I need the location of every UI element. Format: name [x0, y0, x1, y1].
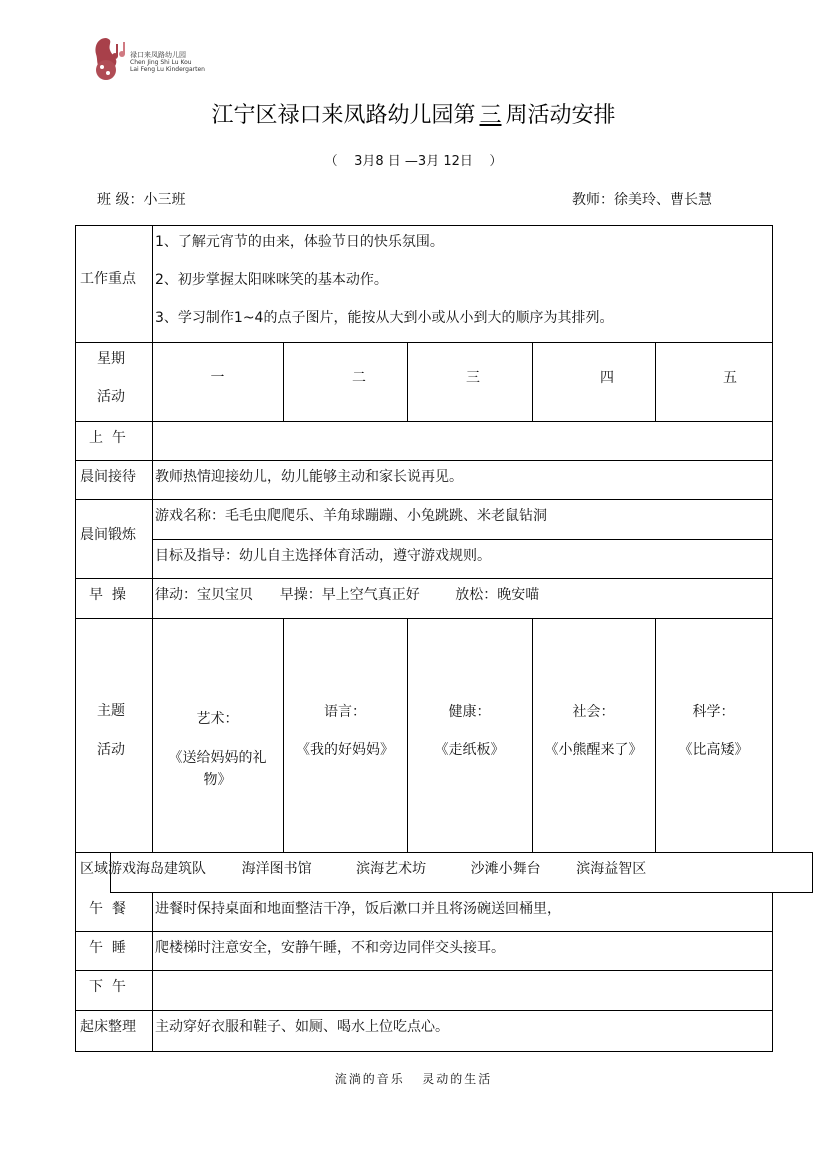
logo-name: 禄口来凤路幼儿园: [130, 51, 186, 59]
page-title: [0, 98, 827, 129]
afternoon-label: 下 午: [89, 979, 126, 995]
exercise-label: 晨间锻炼: [80, 527, 136, 543]
wakeup-text: 主动穿好衣服和鞋子、如厕、喝水上位吃点心。: [155, 1019, 449, 1035]
footer-slogan: 流淌的音乐 灵动的生活: [334, 1072, 493, 1086]
wakeup-label: 起床整理: [80, 1019, 136, 1035]
exercise-goal: 目标及指导：幼儿自主选择体育活动，遵守游戏规则。: [155, 548, 491, 564]
theme-title-2: 《我的好妈妈》: [296, 742, 394, 758]
nap-text: 爬楼梯时注意安全，安静午睡，不和旁边同伴交头接耳。: [155, 940, 505, 956]
theme-activity-label: 活动: [97, 742, 125, 758]
weekday-fri: 五: [723, 370, 737, 386]
weekday-thu: 四: [600, 370, 614, 386]
logo-emblem-icon: [90, 34, 134, 84]
theme-title-3: 《走纸板》: [434, 742, 505, 758]
theme-title-1: 《送给妈妈的礼: [168, 750, 267, 766]
focus-label: 工作重点: [80, 271, 136, 287]
weekday-mon: 一: [210, 370, 225, 386]
morning-exercise-text: 律动：宝贝宝贝 早操：早上空气真正好 放松：晚安喵: [155, 587, 540, 603]
theme-subject-3: 健康：: [448, 704, 491, 720]
lunch-label: 午 餐: [89, 901, 126, 917]
reception-label: 晨间接待: [80, 469, 136, 485]
theme-subject-2: 语言：: [324, 704, 366, 720]
weekday-label: 星期: [97, 351, 125, 367]
theme-subject-1: 艺术：: [196, 711, 239, 727]
focus-item-2: 2、初步掌握太阳咪咪笑的基本动作。: [155, 272, 388, 288]
morning-label: 上 午: [89, 430, 126, 446]
theme-label: 主题: [97, 703, 125, 719]
focus-item-3: 3、学习制作1~4的点子图片，能按从大到小或从小到大的顺序为其排列。: [155, 310, 614, 326]
theme-title-1b: 物》: [203, 772, 232, 788]
date-range: （ 3月8 日 —3月 12日 ）: [324, 154, 503, 169]
title-prefix: 江宁区禄口来凤路幼儿园第: [211, 103, 476, 128]
activity-label: 活动: [97, 389, 125, 405]
theme-subject-5: 科学：: [692, 704, 735, 720]
nap-label: 午 睡: [89, 940, 126, 956]
logo-pinyin-2: Lai Feng Lu Kindergarten: [130, 66, 205, 73]
focus-item-1: 1、了解元宵节的由来，体验节日的快乐氛围。: [155, 234, 444, 250]
class-info: 班 级：小三班: [97, 192, 186, 208]
area-games-label: 区域游戏: [80, 861, 136, 877]
weekday-wed: 三: [466, 370, 480, 386]
teacher-info: 教师：徐美玲、曹长慧: [572, 192, 712, 208]
weekday-tue: 二: [352, 370, 366, 386]
kindergarten-logo: [90, 34, 205, 84]
area-games-items: 海岛建筑队 海洋图书馆 滨海艺术坊 沙滩小舞台 滨海益智区: [136, 861, 647, 877]
exercise-games: 游戏名称：毛毛虫爬爬乐、羊角球蹦蹦、小兔跳跳、米老鼠钻洞: [155, 508, 547, 524]
morning-exercise-label: 早 操: [89, 587, 126, 603]
title-suffix: 周活动安排: [505, 103, 616, 128]
theme-title-5: 《比高矮》: [678, 742, 749, 758]
reception-text: 教师热情迎接幼儿，幼儿能够主动和家长说再见。: [155, 469, 463, 485]
theme-title-4: 《小熊醒来了》: [544, 742, 643, 758]
title-week: 三: [479, 103, 502, 128]
lunch-text: 进餐时保持桌面和地面整洁干净，饭后漱口并且将汤碗送回桶里，: [155, 901, 561, 917]
logo-pinyin-1: Chen Jing Shi Lu Kou: [130, 59, 192, 66]
theme-subject-4: 社会：: [572, 704, 615, 720]
